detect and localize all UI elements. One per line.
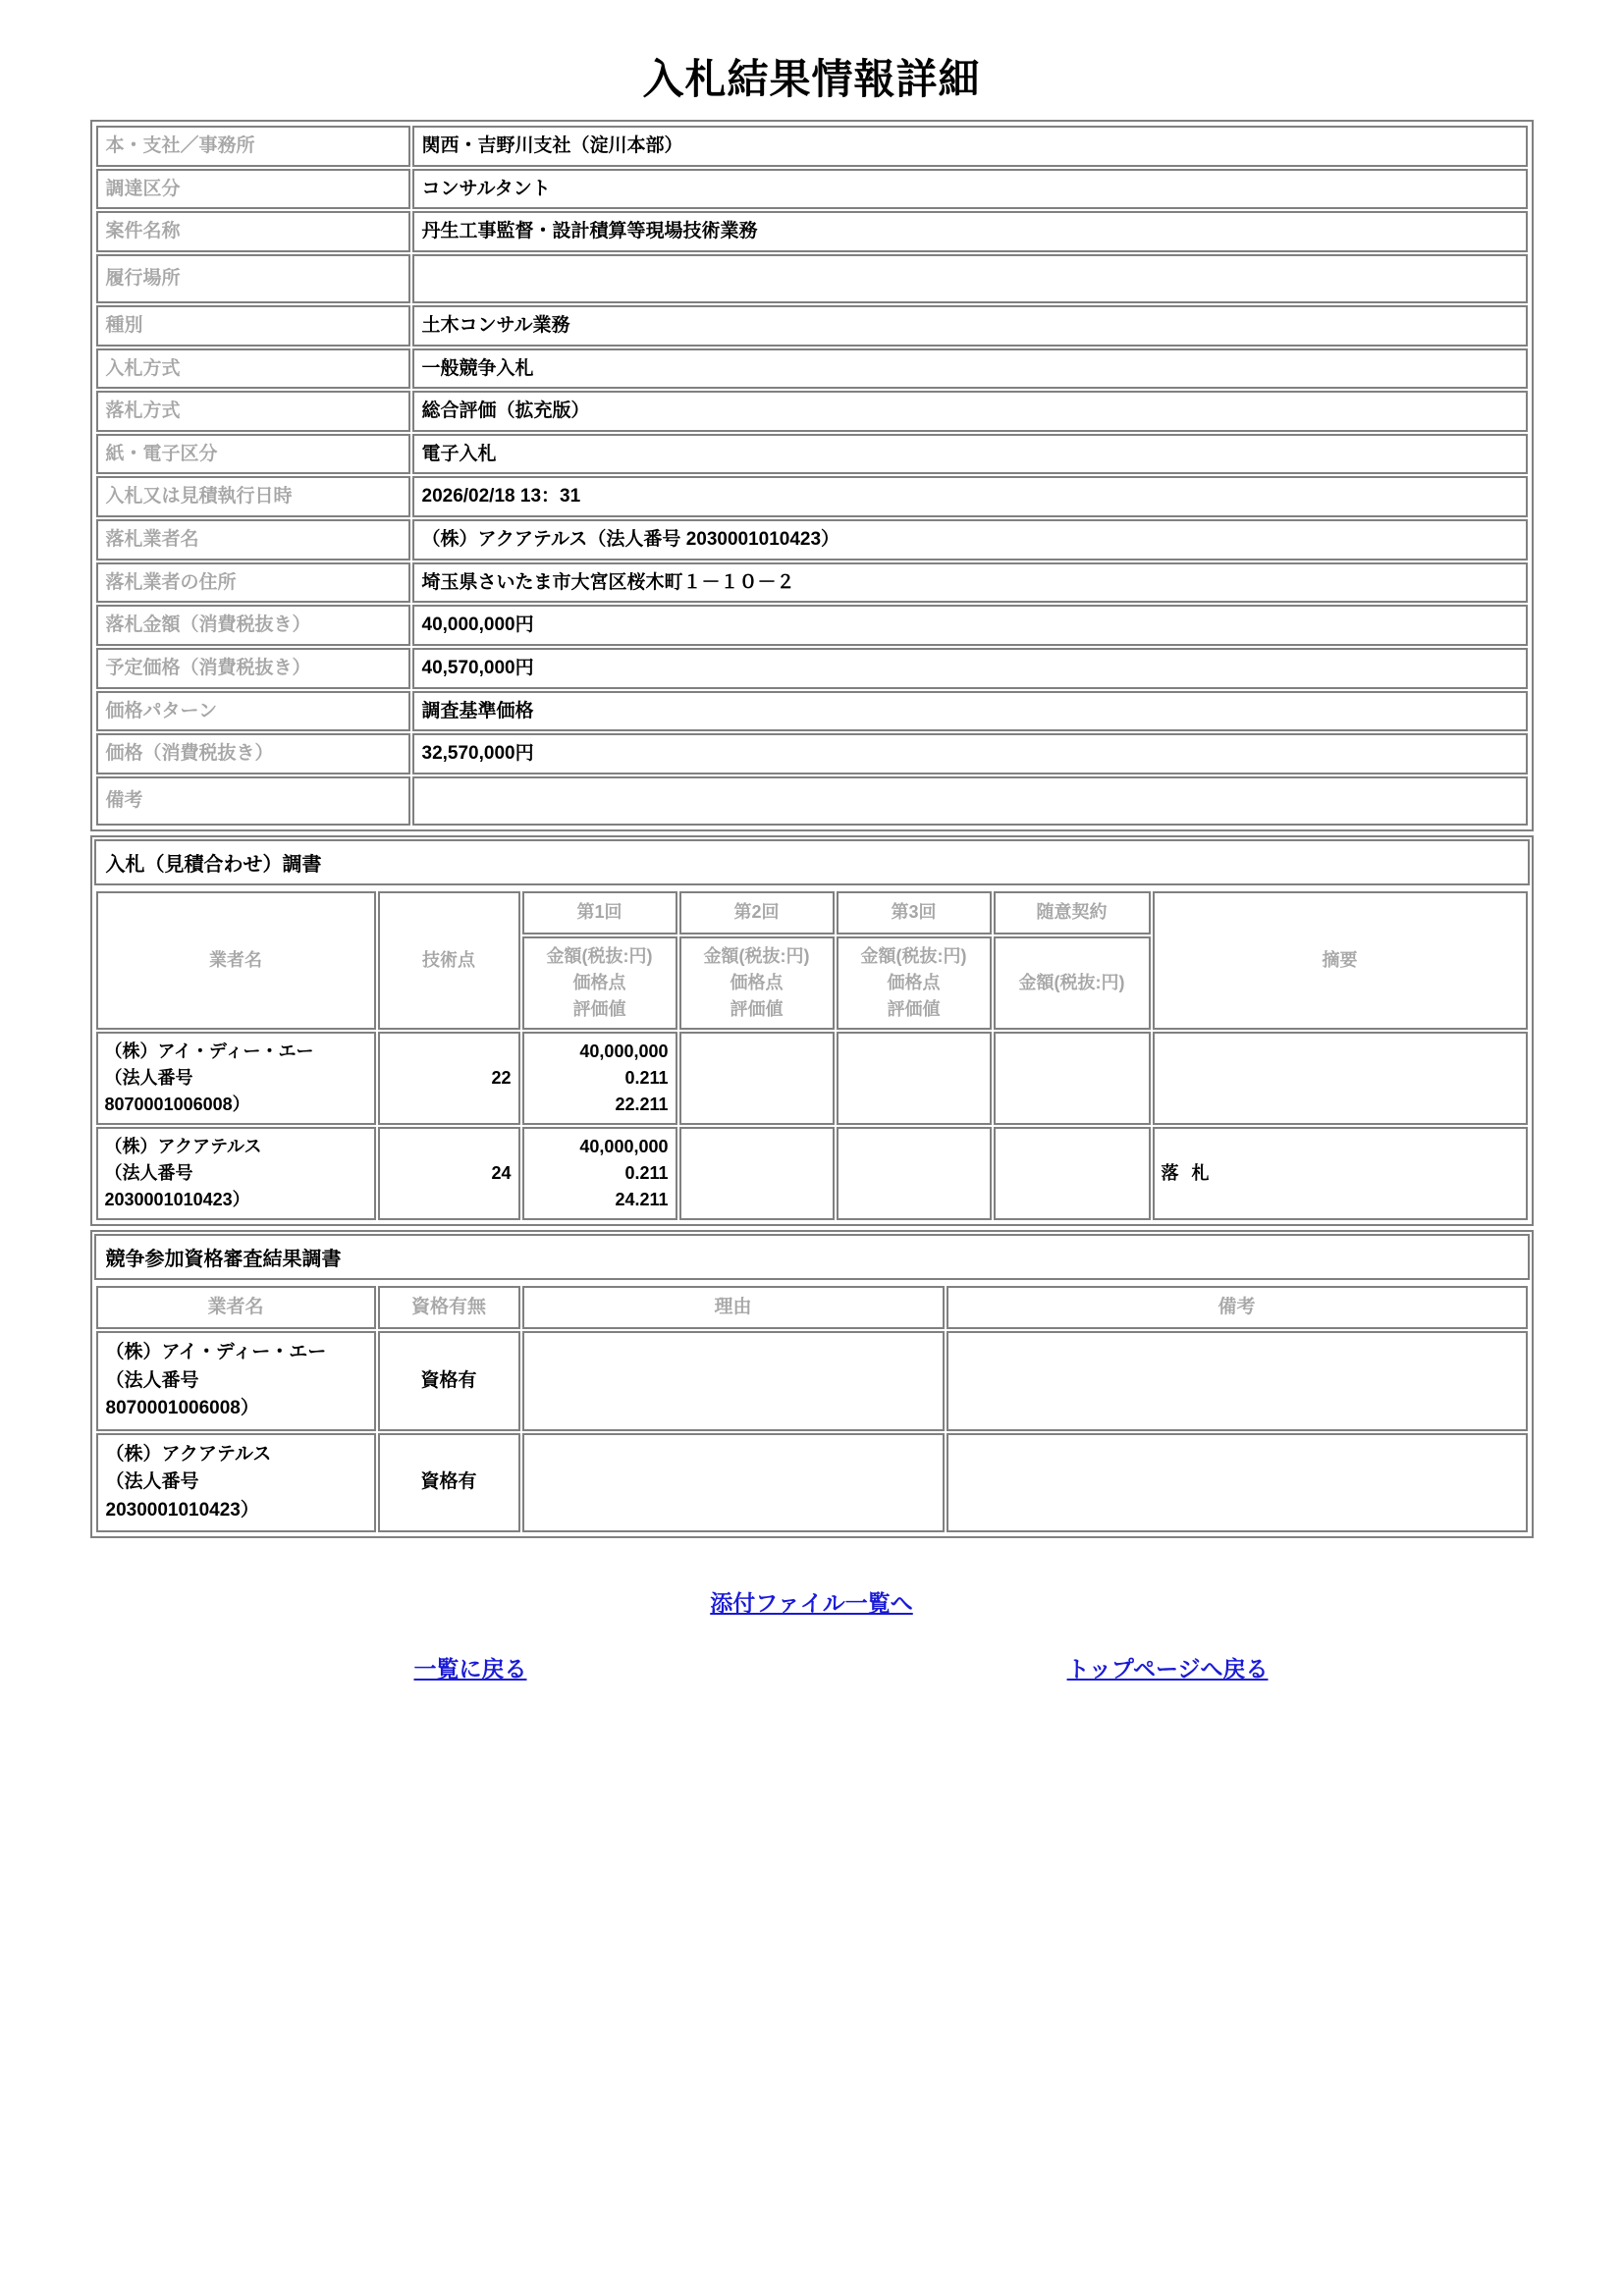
bid-round1-values: [522, 1127, 677, 1220]
info-label: 落札金額（消費税抜き）: [96, 605, 410, 646]
attachment-list-link[interactable]: 添付ファイル一覧へ: [710, 1590, 913, 1617]
info-value: 土木コンサル業務: [412, 305, 1528, 347]
sub-amount-label: 金額(税抜:円): [860, 945, 967, 966]
bid-header-round-row: [96, 891, 1528, 934]
qual-header-reason: 理由: [522, 1286, 945, 1330]
bid-header-round1-sub: [522, 936, 677, 1030]
info-value: 電子入札: [412, 434, 1528, 475]
bid-header-negotiated-sub: [994, 936, 1151, 1030]
bid-header-round1: 第1回: [522, 891, 677, 934]
bid-header-round2-sub: [679, 936, 835, 1030]
info-value: [412, 254, 1528, 303]
info-value: 丹生工事監督・設計積算等現場技術業務: [412, 211, 1528, 252]
qual-header-qualified: 資格有無: [378, 1286, 520, 1330]
table-row: [96, 691, 1528, 732]
table-row: [96, 733, 1528, 774]
table-row: [96, 126, 1528, 167]
bid-header-summary: 摘要: [1153, 891, 1528, 1030]
info-label: 備考: [96, 776, 410, 826]
sub-price-score-label: 価格点: [887, 972, 941, 992]
vendor-corp-number-label: （法人番号: [104, 1162, 193, 1183]
table-row: [96, 562, 1528, 604]
sub-price-score-label: 価格点: [730, 972, 784, 992]
info-label: 調達区分: [96, 169, 410, 210]
table-row: [96, 348, 1528, 390]
qual-reason-value: [522, 1433, 945, 1533]
table-row: [96, 605, 1528, 646]
qual-reason-value: [522, 1331, 945, 1431]
info-label: 価格（消費税抜き）: [96, 733, 410, 774]
qual-qualified-value: 資格有: [378, 1433, 520, 1533]
bid-negotiated-amount: [994, 1127, 1151, 1220]
info-value: 関西・吉野川支社（淀川本部）: [412, 126, 1528, 167]
bid-round2-values: [679, 1032, 835, 1125]
qual-vendor-name: [96, 1331, 376, 1431]
qual-vendor-name: [96, 1433, 376, 1533]
navigation-link-row: [90, 1651, 1534, 1683]
table-row: [96, 1032, 1528, 1125]
vendor-corp-number: 2030001010423）: [104, 1189, 250, 1209]
qual-qualified-value: 資格有: [378, 1331, 520, 1431]
sub-eval-label: 評価値: [887, 998, 941, 1019]
qualification-heading: 競争参加資格審査結果調書: [94, 1234, 1530, 1280]
qual-remarks-value: [947, 1331, 1528, 1431]
back-to-list-link[interactable]: 一覧に戻る: [413, 1656, 527, 1682]
document-sheet: [90, 120, 1534, 1703]
sub-amount-label: 金額(税抜:円): [1018, 972, 1125, 992]
info-label: 入札又は見積執行日時: [96, 476, 410, 517]
table-row: [96, 211, 1528, 252]
bid-summary-award-badge: 落 札: [1153, 1127, 1528, 1220]
bid-header-round3: 第3回: [837, 891, 992, 934]
info-value: 総合評価（拡充版）: [412, 391, 1528, 432]
bid-vendor-name: [96, 1127, 376, 1220]
bid-header-vendor: 業者名: [96, 891, 376, 1030]
table-row: [96, 476, 1528, 517]
info-label: 紙・電子区分: [96, 434, 410, 475]
table-row: [96, 1331, 1528, 1431]
table-row: [96, 648, 1528, 689]
info-label: 落札業者名: [96, 519, 410, 561]
vendor-corp-number: 2030001010423）: [105, 1499, 259, 1521]
vendor-corp-number-label: （法人番号: [105, 1369, 199, 1391]
back-to-top-link[interactable]: トップページへ戻る: [1066, 1656, 1269, 1682]
bid-round1-values: [522, 1032, 677, 1125]
info-label: 落札方式: [96, 391, 410, 432]
bid-round2-values: [679, 1127, 835, 1220]
info-label: 履行場所: [96, 254, 410, 303]
info-label: 案件名称: [96, 211, 410, 252]
info-value: 埼玉県さいたま市大宮区桜木町１－１０－２: [412, 562, 1528, 604]
qualification-table: [94, 1284, 1530, 1535]
info-value: 一般競争入札: [412, 348, 1528, 390]
table-row: [96, 169, 1528, 210]
sub-amount-label: 金額(税抜:円): [546, 945, 653, 966]
vendor-corp-number-label: （法人番号: [105, 1471, 199, 1493]
bid-header-tech-score: 技術点: [378, 891, 520, 1030]
info-label: 本・支社／事務所: [96, 126, 410, 167]
vendor-name-line: （株）アイ・ディー・エー: [104, 1041, 314, 1061]
info-label: 落札業者の住所: [96, 562, 410, 604]
qualification-block: [90, 1230, 1534, 1539]
round1-amount: 40,000,000: [579, 1041, 669, 1061]
bid-record-heading: 入札（見積合わせ）調書: [94, 839, 1530, 885]
bid-round3-values: [837, 1032, 992, 1125]
info-value: コンサルタント: [412, 169, 1528, 210]
vendor-name-line: （株）アクアテルス: [105, 1443, 272, 1465]
round1-eval: 22.211: [615, 1094, 669, 1114]
sub-eval-label: 評価値: [572, 998, 626, 1019]
page-title: 入札結果情報詳細: [642, 56, 981, 102]
table-row: [96, 434, 1528, 475]
vendor-name-line: （株）アクアテルス: [104, 1136, 262, 1156]
table-row: [96, 776, 1528, 826]
attachment-link-row: [90, 1585, 1534, 1618]
bid-header-round2: 第2回: [679, 891, 835, 934]
bid-summary: [1153, 1032, 1528, 1125]
bid-tech-score: 24: [378, 1127, 520, 1220]
bid-header-negotiated: 随意契約: [994, 891, 1151, 934]
table-row: [96, 305, 1528, 347]
round1-eval: 24.211: [615, 1189, 669, 1209]
bid-record-block: [90, 835, 1534, 1226]
round1-amount: 40,000,000: [579, 1136, 669, 1156]
info-value: 調査基準価格: [412, 691, 1528, 732]
info-value: [412, 776, 1528, 826]
round1-price-score: 0.211: [624, 1067, 669, 1088]
bid-info-block: [90, 120, 1534, 831]
qualification-header-row: [96, 1286, 1528, 1330]
vendor-corp-number-label: （法人番号: [104, 1067, 193, 1088]
sub-eval-label: 評価値: [730, 998, 784, 1019]
info-value: 2026/02/18 13：31: [412, 476, 1528, 517]
sub-price-score-label: 価格点: [572, 972, 626, 992]
table-row: [96, 1127, 1528, 1220]
info-value: 32,570,000円: [412, 733, 1528, 774]
bid-round3-values: [837, 1127, 992, 1220]
info-value: 40,000,000円: [412, 605, 1528, 646]
vendor-name-line: （株）アイ・ディー・エー: [105, 1342, 327, 1363]
bid-record-table: [94, 889, 1530, 1222]
info-value: （株）アクアテルス（法人番号 2030001010423）: [412, 519, 1528, 561]
bid-vendor-name: [96, 1032, 376, 1125]
info-value: 40,570,000円: [412, 648, 1528, 689]
sub-amount-label: 金額(税抜:円): [703, 945, 810, 966]
table-row: [96, 254, 1528, 303]
footer-links: [90, 1585, 1534, 1703]
table-row: [96, 519, 1528, 561]
qual-header-vendor: 業者名: [96, 1286, 376, 1330]
qual-remarks-value: [947, 1433, 1528, 1533]
bid-info-table: [94, 124, 1530, 828]
table-row: [96, 1433, 1528, 1533]
info-label: 入札方式: [96, 348, 410, 390]
vendor-corp-number: 8070001006008）: [105, 1398, 259, 1419]
bid-header-round3-sub: [837, 936, 992, 1030]
bid-negotiated-amount: [994, 1032, 1151, 1125]
qual-header-remarks: 備考: [947, 1286, 1528, 1330]
info-label: 種別: [96, 305, 410, 347]
table-row: [96, 391, 1528, 432]
round1-price-score: 0.211: [624, 1162, 669, 1183]
info-label: 価格パターン: [96, 691, 410, 732]
bid-tech-score: 22: [378, 1032, 520, 1125]
vendor-corp-number: 8070001006008）: [104, 1094, 250, 1114]
info-label: 予定価格（消費税抜き）: [96, 648, 410, 689]
